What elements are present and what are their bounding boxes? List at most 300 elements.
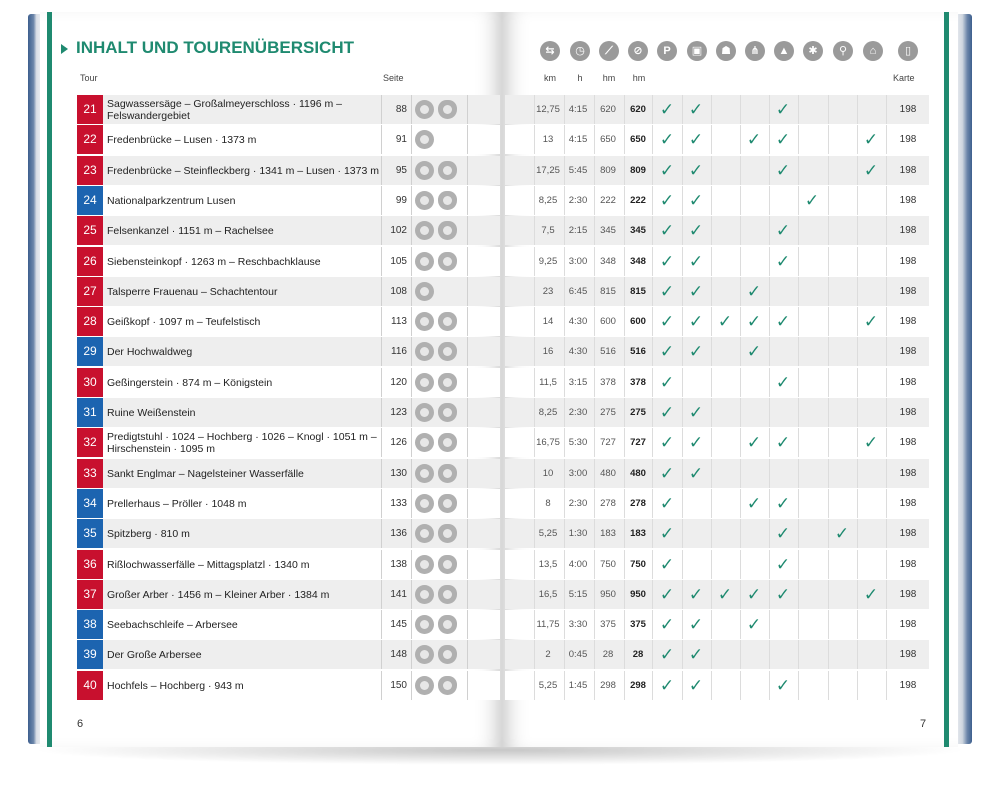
column-divider [740, 186, 741, 215]
duration-value: 2:30 [568, 195, 588, 206]
tour-page: 91 [395, 134, 407, 145]
duration-value: 5:15 [568, 589, 588, 600]
tour-number-badge: 22 [77, 125, 103, 154]
column-divider [411, 95, 412, 124]
tour-row[interactable] [77, 337, 500, 366]
ascent-value: 278 [600, 498, 616, 509]
duration-value: 3:00 [568, 256, 588, 267]
column-divider [411, 671, 412, 700]
check-icon: ✓ [746, 282, 762, 301]
column-divider [740, 459, 741, 488]
map-number: 198 [899, 286, 917, 297]
tour-name: Geßingerstein · 874 m – Königstein [107, 376, 273, 389]
column-divider [624, 186, 625, 215]
column-divider [624, 519, 625, 548]
column-divider [564, 671, 565, 700]
circuit-icon [415, 585, 434, 604]
map-number: 198 [899, 589, 917, 600]
check-icon: ✓ [659, 221, 675, 240]
column-divider [534, 519, 535, 548]
tour-stats-row [505, 368, 929, 397]
restaurant-icon: ⋔ [745, 41, 765, 61]
tour-row[interactable] [77, 156, 500, 185]
map-icon: ▯ [898, 41, 918, 61]
circuit-icon [415, 130, 434, 149]
tour-stats-row [505, 125, 929, 154]
column-divider [594, 216, 595, 245]
tour-page: 136 [390, 528, 407, 539]
column-divider [798, 640, 799, 669]
column-divider [857, 368, 858, 397]
tour-number-badge: 24 [77, 186, 103, 215]
family-bear-icon [438, 676, 457, 695]
column-divider [411, 459, 412, 488]
tour-stats-row [505, 398, 929, 427]
column-divider [534, 186, 535, 215]
duration-value: 3:30 [568, 619, 588, 630]
check-icon: ✓ [688, 312, 704, 331]
tour-number-badge: 29 [77, 337, 103, 366]
ascent-value: 348 [600, 256, 616, 267]
ascent-value: 345 [600, 225, 616, 236]
check-icon: ✓ [834, 524, 850, 543]
column-divider [798, 307, 799, 336]
clock-icon: ◷ [570, 41, 590, 61]
column-divider [886, 640, 887, 669]
column-divider [798, 156, 799, 185]
descent-value: 809 [630, 165, 646, 176]
map-number: 198 [899, 498, 917, 509]
tour-number-badge: 27 [77, 277, 103, 306]
tour-name: Großer Arber · 1456 m – Kleiner Arber · 1384 m [107, 588, 330, 601]
column-divider [828, 156, 829, 185]
tour-name: Hochfels – Hochberg · 943 m [107, 679, 244, 692]
family-bear-icon [438, 312, 457, 331]
tour-stats-row [505, 640, 929, 669]
column-divider [564, 277, 565, 306]
column-divider [564, 125, 565, 154]
tour-row[interactable] [77, 489, 500, 518]
distance-value: 14 [542, 316, 554, 327]
km-column-header: km [544, 73, 556, 83]
tour-row[interactable] [77, 610, 500, 639]
tour-row[interactable] [77, 580, 500, 609]
column-divider [411, 186, 412, 215]
column-divider [467, 368, 468, 397]
column-divider [381, 337, 382, 366]
page-number-right: 7 [920, 718, 927, 730]
tour-row[interactable] [77, 277, 500, 306]
column-divider [828, 580, 829, 609]
check-icon: ✓ [659, 191, 675, 210]
column-divider [594, 368, 595, 397]
duration-value: 5:30 [568, 437, 588, 448]
map-number: 198 [899, 165, 917, 176]
descent-value: 183 [630, 528, 646, 539]
check-icon: ✓ [746, 494, 762, 513]
column-divider [740, 95, 741, 124]
map-number: 198 [899, 619, 917, 630]
column-divider [886, 186, 887, 215]
column-divider [624, 125, 625, 154]
circuit-icon [415, 161, 434, 180]
ascent-column-header: hm [602, 73, 616, 83]
column-divider [534, 550, 535, 579]
distance-value: 16 [542, 346, 554, 357]
column-divider [857, 519, 858, 548]
circuit-icon [415, 191, 434, 210]
duration-value: 1:30 [568, 528, 588, 539]
distance-value: 5,25 [538, 680, 558, 691]
check-icon: ✓ [688, 645, 704, 664]
column-divider [886, 519, 887, 548]
column-divider [711, 95, 712, 124]
tour-page: 138 [390, 559, 407, 570]
column-divider [828, 671, 829, 700]
column-divider [828, 186, 829, 215]
column-divider [381, 580, 382, 609]
column-divider [594, 186, 595, 215]
column-divider [624, 337, 625, 366]
ascent-value: 222 [600, 195, 616, 206]
column-divider [534, 337, 535, 366]
tour-number-badge: 26 [77, 247, 103, 276]
tour-name: Spitzberg · 810 m [107, 527, 190, 540]
hut-icon: ⌂ [863, 41, 883, 61]
distance-value: 2 [545, 649, 551, 660]
column-divider [711, 519, 712, 548]
circuit-icon [415, 676, 434, 695]
ascent-value: 378 [600, 377, 616, 388]
tour-row[interactable] [77, 459, 500, 488]
column-divider [624, 580, 625, 609]
column-divider [594, 95, 595, 124]
column-divider [594, 307, 595, 336]
column-divider [411, 277, 412, 306]
column-divider [534, 368, 535, 397]
column-divider [467, 580, 468, 609]
column-divider [594, 610, 595, 639]
column-divider [711, 671, 712, 700]
tour-row[interactable] [77, 368, 500, 397]
column-divider [381, 216, 382, 245]
ascent-value: 298 [600, 680, 616, 691]
column-divider [886, 337, 887, 366]
column-divider [828, 640, 829, 669]
column-divider [594, 671, 595, 700]
summit-icon: ▲ [774, 41, 794, 61]
check-icon: ✓ [717, 312, 733, 331]
tour-name: Fredenbrücke – Steinfleckberg · 1341 m – Lusen · 1373 m [107, 164, 379, 177]
map-number: 198 [899, 559, 917, 570]
tour-row[interactable] [77, 671, 500, 700]
tour-row[interactable] [77, 640, 500, 669]
column-divider [534, 398, 535, 427]
check-icon: ✓ [659, 130, 675, 149]
column-divider [564, 580, 565, 609]
column-divider [682, 519, 683, 548]
column-divider [534, 580, 535, 609]
check-icon: ✓ [659, 282, 675, 301]
column-divider [711, 640, 712, 669]
column-divider [381, 550, 382, 579]
column-divider [467, 671, 468, 700]
column-divider [411, 519, 412, 548]
column-divider [624, 95, 625, 124]
tour-page: 108 [390, 286, 407, 297]
hours-column-header: h [577, 73, 583, 83]
tour-name: Predigtstuhl · 1024 – Hochberg · 1026 – Knogl · 1051 m – Hirschenstein · 1095 m [107, 430, 377, 455]
column-divider [467, 459, 468, 488]
column-divider [857, 671, 858, 700]
column-divider [467, 307, 468, 336]
check-icon: ✓ [659, 585, 675, 604]
distance-value: 11,5 [539, 377, 557, 388]
column-divider [769, 640, 770, 669]
page-column-header: Seite [383, 73, 404, 83]
ascent-value: 950 [600, 589, 616, 600]
column-divider [381, 186, 382, 215]
family-bear-icon [438, 464, 457, 483]
column-divider [381, 640, 382, 669]
tour-stats-row [505, 337, 929, 366]
column-divider [798, 580, 799, 609]
check-icon: ✓ [746, 585, 762, 604]
tour-row[interactable] [77, 186, 500, 215]
column-divider [594, 428, 595, 457]
check-icon: ✓ [659, 403, 675, 422]
ascent-value: 809 [600, 165, 616, 176]
duration-value: 2:15 [568, 225, 588, 236]
check-icon: ✓ [688, 585, 704, 604]
column-divider [828, 125, 829, 154]
column-divider [798, 337, 799, 366]
ascent-value: 600 [600, 316, 616, 327]
column-divider [411, 640, 412, 669]
check-icon: ✓ [659, 161, 675, 180]
column-divider [711, 368, 712, 397]
column-divider [534, 216, 535, 245]
column-divider [740, 550, 741, 579]
tour-page: 126 [390, 437, 407, 448]
tour-number-badge: 34 [77, 489, 103, 518]
tour-name: Siebensteinkopf · 1263 m – Reschbachklause [107, 255, 321, 268]
column-divider [857, 247, 858, 276]
tour-row[interactable] [77, 307, 500, 336]
map-number: 198 [899, 195, 917, 206]
column-divider [711, 247, 712, 276]
column-divider [534, 95, 535, 124]
column-divider [886, 489, 887, 518]
ascent-value: 516 [600, 346, 616, 357]
circuit-icon [415, 524, 434, 543]
column-divider [594, 550, 595, 579]
check-icon: ✓ [746, 312, 762, 331]
book-edge-right [956, 14, 972, 744]
column-divider [740, 247, 741, 276]
column-divider [798, 398, 799, 427]
column-divider [534, 307, 535, 336]
tour-stats-row [505, 580, 929, 609]
tour-number-badge: 30 [77, 368, 103, 397]
column-divider [624, 489, 625, 518]
bike-icon: ⚲ [833, 41, 853, 61]
column-divider [467, 216, 468, 245]
tour-row[interactable] [77, 519, 500, 548]
column-divider [798, 459, 799, 488]
check-icon: ✓ [659, 342, 675, 361]
tour-page: 141 [390, 589, 407, 600]
column-divider [769, 277, 770, 306]
tour-row[interactable] [77, 95, 500, 124]
check-icon: ✓ [688, 252, 704, 271]
column-divider [682, 368, 683, 397]
circuit-icon [415, 403, 434, 422]
column-divider [534, 125, 535, 154]
circuit-icon [415, 373, 434, 392]
column-divider [624, 247, 625, 276]
duration-value: 5:45 [568, 165, 588, 176]
family-bear-icon [438, 585, 457, 604]
column-divider [381, 519, 382, 548]
column-divider [769, 459, 770, 488]
check-icon: ✓ [746, 433, 762, 452]
family-bear-icon [438, 555, 457, 574]
column-divider [857, 337, 858, 366]
column-divider [534, 459, 535, 488]
column-divider [411, 550, 412, 579]
tour-page: 113 [391, 316, 407, 327]
family-bear-icon [438, 524, 457, 543]
column-divider [381, 156, 382, 185]
column-divider [564, 216, 565, 245]
tour-row[interactable] [77, 428, 500, 457]
column-divider [886, 307, 887, 336]
column-divider [711, 156, 712, 185]
column-divider [594, 398, 595, 427]
column-divider [564, 307, 565, 336]
column-divider [381, 428, 382, 457]
column-divider [594, 125, 595, 154]
column-divider [381, 489, 382, 518]
tour-name: Sankt Englmar – Nagelsteiner Wasserfälle [107, 467, 304, 480]
column-divider [381, 95, 382, 124]
distance-value: 5,25 [538, 528, 558, 539]
tour-row[interactable] [77, 247, 500, 276]
column-divider [886, 428, 887, 457]
column-divider [828, 459, 829, 488]
column-divider [624, 398, 625, 427]
column-divider [381, 247, 382, 276]
column-divider [886, 580, 887, 609]
check-icon: ✓ [688, 282, 704, 301]
column-divider [467, 125, 468, 154]
left-accent-bar [47, 12, 52, 747]
check-icon: ✓ [804, 191, 820, 210]
column-divider [381, 277, 382, 306]
duration-value: 6:45 [568, 286, 588, 297]
descent-value: 375 [630, 619, 646, 630]
descent-value: 378 [630, 377, 646, 388]
bus-icon: ▣ [687, 41, 707, 61]
column-divider [711, 216, 712, 245]
map-number: 198 [899, 528, 917, 539]
column-divider [798, 428, 799, 457]
column-divider [467, 247, 468, 276]
column-divider [857, 277, 858, 306]
column-divider [534, 640, 535, 669]
column-divider [381, 307, 382, 336]
column-divider [564, 186, 565, 215]
distance-value: 8 [545, 498, 551, 509]
check-icon: ✓ [775, 433, 791, 452]
tour-number-badge: 31 [77, 398, 103, 427]
column-divider [711, 489, 712, 518]
family-bear-icon [438, 403, 457, 422]
ascent-value: 28 [602, 649, 614, 660]
tour-row[interactable] [77, 216, 500, 245]
family-bear-icon [438, 373, 457, 392]
tour-number-badge: 33 [77, 459, 103, 488]
column-divider [564, 519, 565, 548]
column-divider [411, 580, 412, 609]
column-divider [467, 610, 468, 639]
column-divider [828, 550, 829, 579]
column-divider [886, 610, 887, 639]
tour-stats-row [505, 216, 929, 245]
column-divider [564, 610, 565, 639]
family-bear-icon [438, 100, 457, 119]
tour-row[interactable] [77, 550, 500, 579]
family-bear-icon [438, 161, 457, 180]
tour-stats-row [505, 428, 929, 457]
tour-number-badge: 28 [77, 307, 103, 336]
duration-value: 2:30 [568, 498, 588, 509]
check-icon: ✓ [775, 373, 791, 392]
map-number: 198 [899, 437, 917, 448]
tour-number-badge: 21 [77, 95, 103, 124]
check-icon: ✓ [659, 615, 675, 634]
check-icon: ✓ [775, 555, 791, 574]
tour-number-badge: 39 [77, 640, 103, 669]
distance-value: 13,5 [538, 559, 558, 570]
distance-value: 7,5 [541, 225, 555, 236]
column-divider [711, 277, 712, 306]
column-divider [828, 277, 829, 306]
check-icon: ✓ [775, 676, 791, 695]
tour-name: Prellerhaus – Pröller · 1048 m [107, 497, 247, 510]
tour-page: 102 [390, 225, 407, 236]
descent-value: 650 [630, 134, 646, 145]
distance-value: 10 [542, 468, 554, 479]
column-divider [857, 398, 858, 427]
column-divider [411, 216, 412, 245]
column-divider [624, 459, 625, 488]
column-divider [564, 489, 565, 518]
tour-row[interactable] [77, 398, 500, 427]
column-divider [798, 368, 799, 397]
column-divider [467, 95, 468, 124]
column-divider [594, 247, 595, 276]
check-icon: ✓ [688, 161, 704, 180]
column-divider [798, 519, 799, 548]
column-divider [711, 186, 712, 215]
column-divider [828, 307, 829, 336]
family-bear-icon [438, 252, 457, 271]
tour-row[interactable] [77, 125, 500, 154]
column-divider [769, 610, 770, 639]
ascent-value: 275 [600, 407, 616, 418]
